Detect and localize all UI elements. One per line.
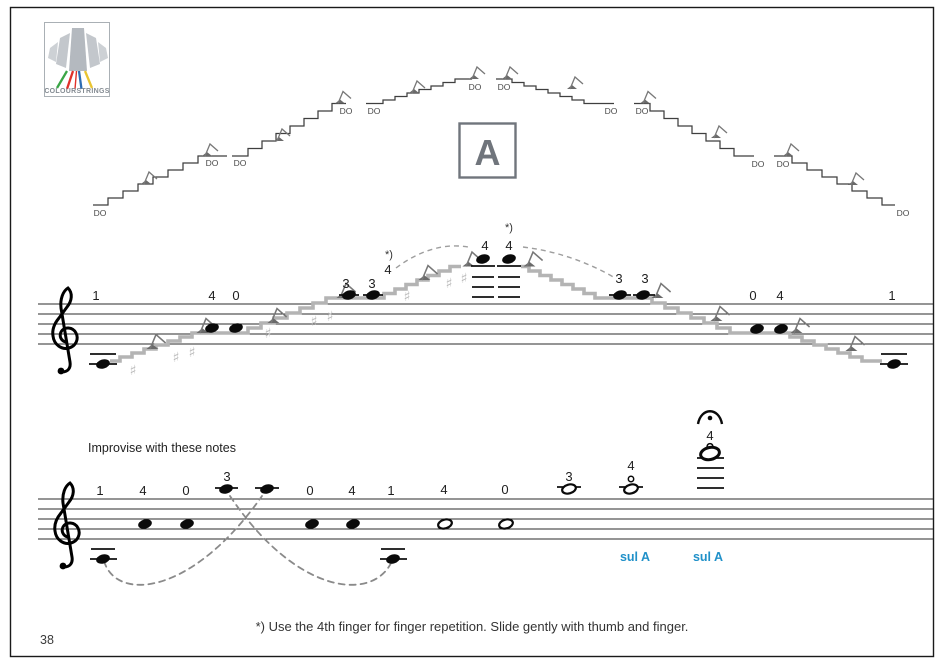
fingering-label: 4 [208,288,216,303]
do-label: DO [635,106,649,116]
do-label: DO [339,106,353,116]
do-label: DO [497,82,511,92]
fingering-label: 3 [641,271,649,286]
fingering-label: 4 [348,483,356,498]
fingering-label: 4 [627,458,635,473]
do-label: DO [776,159,790,169]
section-a-box [460,124,516,178]
fingering-label: 3 [368,276,376,291]
sharp-icon: ♯ [310,314,318,330]
do-label: DO [896,208,910,218]
fingering-label: 4 [440,482,448,497]
section-letter: A [474,132,501,173]
fingering-label: 3 [565,469,573,484]
sharp-icon: ♯ [188,345,196,361]
fingering-label: 0 [501,482,509,497]
fingering-label: 3 [223,469,231,484]
fingering-label: 3 [615,271,623,286]
slide-finger-label: 4 [384,262,392,277]
sharp-icon: ♯ [172,350,180,366]
fingering-label: 4 [481,238,489,253]
fingering-label: 1 [92,288,100,303]
page-number: 38 [40,633,54,647]
do-label: DO [205,158,219,168]
fingering-label: 0 [232,288,240,303]
do-label: DO [367,106,381,116]
sharp-icon: ♯ [264,326,272,342]
sul-a-label: sul A [619,550,651,564]
sul-a-label: sul A [692,550,724,564]
fermata-dot [708,416,713,421]
logo-brand-text: COLOURSTRINGS [44,88,110,95]
footnote-text: *) Use the 4th finger for finger repetition. Slide gently with thumb and finger. [255,619,689,634]
fingering-label: 0 [306,483,314,498]
do-label: DO [751,159,765,169]
do-label: DO [93,208,107,218]
fingering-label: 1 [96,483,104,498]
do-label: DO [233,158,247,168]
do-label: DO [468,82,482,92]
footnote-marker: *) [385,249,393,261]
improvise-heading: Improvise with these notes [88,441,236,455]
sharp-icon: ♯ [445,276,453,292]
footnote-marker: *) [505,222,513,234]
sharp-icon: ♯ [326,309,334,325]
do-label: DO [604,106,618,116]
sharp-icon: ♯ [403,289,411,305]
colourstrings-logo [44,23,109,97]
fingering-label: 4 [706,428,714,443]
fingering-label: 3 [342,276,350,291]
sharp-icon: ♯ [129,363,137,379]
fingering-label: 4 [505,238,513,253]
fingering-label: 0 [182,483,190,498]
fingering-label: 1 [387,483,395,498]
fingering-label: 4 [139,483,147,498]
fingering-label: 1 [888,288,896,303]
fingering-label: 4 [776,288,784,303]
sharp-icon: ♯ [460,271,468,287]
fingering-label: 0 [749,288,757,303]
